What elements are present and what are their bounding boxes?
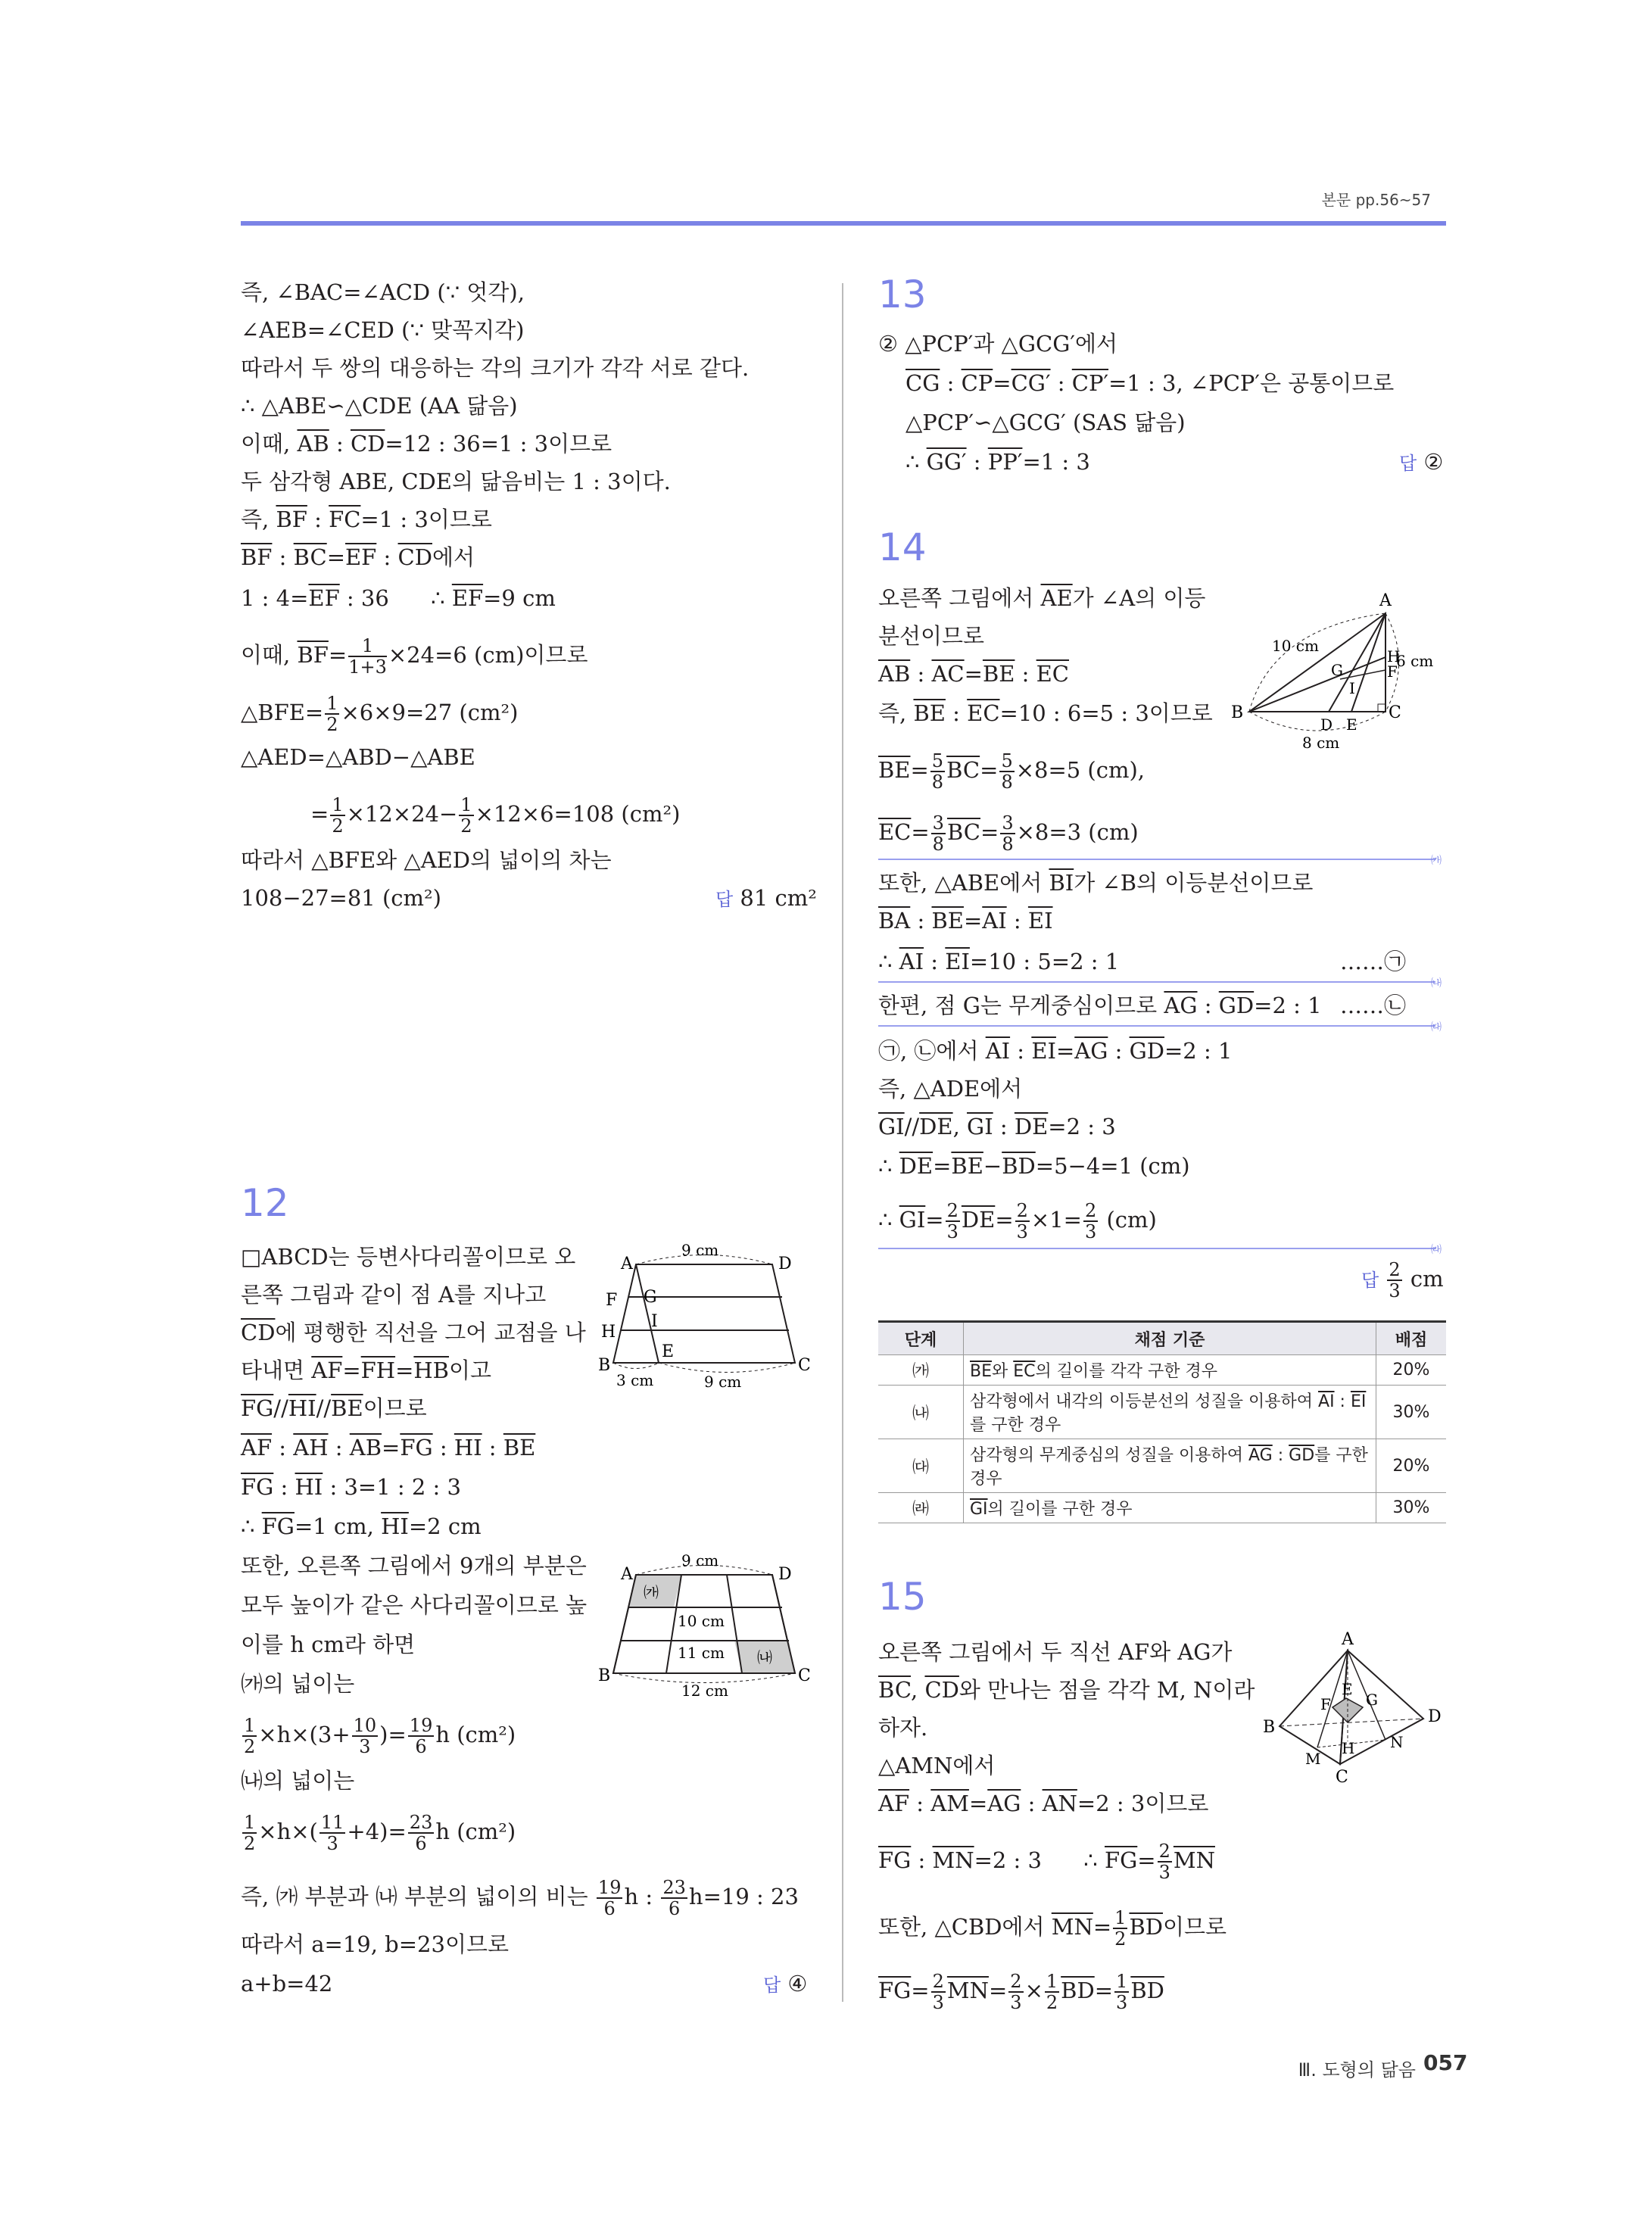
text-line: $\overline{GI}//\overline{DE}$, $\overline{GI}$ : $\overline{DE}=2$ : 3 (878, 1114, 1116, 1139)
text-line: ∠AEB=∠CED (∵ 맞꼭지각) (241, 317, 525, 343)
label-H: H (601, 1323, 616, 1342)
text-line: 오른쪽 그림에서 두 직선 AF와 AG가 (878, 1639, 1233, 1665)
col-header-step: 단계 (878, 1322, 964, 1355)
text-line: ㈏의 넓이는 (241, 1768, 355, 1794)
text-line: $\frac{1}{2}$ ×h×(3+ $\frac{10}{3}$ )= $\frac{19}{6}$ h (cm²) (244, 1715, 516, 1757)
label-ac-length: 6 cm (1396, 652, 1434, 670)
figure-12-nine-parts (591, 1552, 818, 1704)
table-header-row (878, 1322, 1446, 1355)
label-I: I (651, 1312, 658, 1331)
label-I: I (1349, 679, 1355, 697)
label-D: D (1428, 1707, 1442, 1726)
label-top-length: 9 cm (681, 1552, 719, 1569)
label-B: B (1231, 703, 1244, 722)
page-number: 057 (1423, 2050, 1468, 2075)
text-line: △BFE= $\frac{1}{2}$ ×6×9=27 (cm²) (241, 693, 519, 735)
text-line: $\overline{BA}$ : $\overline{BE}=\overline{AI}$ : $\overline{EI}$ (878, 908, 1053, 934)
label-H: H (1387, 647, 1401, 666)
text-line: 즉, ∠BAC=∠ACD (∵ 엇각), (241, 279, 525, 305)
step-tag: ㈎ (1431, 855, 1442, 867)
text-line: a+b=42 (241, 1971, 333, 1997)
scoring-table (878, 1320, 1446, 1523)
text-line: 른쪽 그림과 같이 점 A를 지나고 (241, 1282, 547, 1308)
label-C: C (798, 1356, 811, 1375)
label-A: A (1342, 1630, 1354, 1649)
step-separator (878, 1025, 1435, 1027)
cell-step: ㈏ (878, 1386, 964, 1439)
text-line: $\overline{AF}$ : $\overline{AM}=\overline{AG}$ : $\overline{AN}=2$ : 3이므로 (878, 1791, 1209, 1816)
cell-points: 20% (1376, 1439, 1447, 1493)
text-line: 따라서 두 쌍의 대응하는 각의 크기가 각각 서로 같다. (241, 355, 750, 381)
label-mid2-length: 11 cm (678, 1644, 725, 1662)
text-line: ㈎의 넓이는 (241, 1671, 355, 1697)
text-line: 한편, 점 G는 무게중심이므로 $\overline{AG}$ : $\overline{GD}=2$ : 1 (878, 993, 1322, 1018)
text-line: △AMN에서 (878, 1753, 996, 1778)
text-line: $\overline{AB}$ : $\overline{AC}=\overline{BE}$ : $\overline{EC}$ (878, 661, 1069, 687)
col-line-2 (727, 1575, 742, 1673)
step-tag: ㈏ (1431, 977, 1442, 990)
label-mid1-length: 10 cm (678, 1612, 725, 1630)
triangle-abc (1249, 613, 1385, 712)
problem-number-14: 14 (878, 525, 927, 569)
text-line: 또한, 오른쪽 그림에서 9개의 부분은 (241, 1553, 587, 1579)
text-line: = $\frac{1}{2}$ ×12×24− $\frac{1}{2}$ ×12×6=108 (cm²) (310, 794, 681, 837)
answer-13: 답 ② (1399, 449, 1444, 475)
text-line: △AED=△ABD−△ABE (241, 744, 475, 770)
table-row (878, 1493, 1446, 1523)
text-line: $\overline{CG}$ : $\overline{CP}=CG'$ : CP′=1 : 3, ∠PCP′은 공통이므로 (905, 370, 1395, 396)
text-line: ∴ $\overline{FG}=1$ cm, $\overline{HI}=2$ cm (241, 1513, 482, 1539)
label-region-na: ㈏ (757, 1648, 772, 1666)
footer-section-title: Ⅲ. 도형의 닮음 (1298, 2059, 1416, 2081)
text-line: 이를 h cm라 하면 (241, 1632, 416, 1657)
figure-12-trapezoid (591, 1242, 818, 1393)
text-line: 타내면 $\overline{AF}=\overline{FH}=\overline{HB}$이고 (241, 1358, 492, 1383)
cell-points: 30% (1376, 1493, 1447, 1523)
cell-criteria: 삼각형에서 내각의 이등분선의 성질을 이용하여 $\overline{AI}$ : $\overline{EI}$를 구한 경우 (964, 1386, 1376, 1439)
step-tag: ㈐ (1431, 1021, 1442, 1033)
cell-criteria: $\overline{GI}$의 길이를 구한 경우 (964, 1493, 1376, 1523)
label-B: B (598, 1666, 611, 1685)
text-line: 하자. (878, 1715, 928, 1741)
answer-14: 답 $\frac{2}{3}$ cm (1361, 1259, 1444, 1301)
label-D: D (1320, 715, 1333, 734)
label-A: A (1379, 591, 1392, 610)
cell-criteria: 삼각형의 무게중심의 성질을 이용하여 $\overline{AG}$ : $\overline{GD}$를 구한 경우 (964, 1439, 1376, 1493)
table-row (878, 1386, 1446, 1439)
label-C: C (1336, 1768, 1348, 1787)
text-line: $\overline{CD}$에 평행한 직선을 그어 교점을 나 (241, 1320, 586, 1345)
text-line: 두 삼각형 ABE, CDE의 닮음비는 1 : 3이다. (241, 469, 671, 494)
figure-14-triangle (1227, 583, 1454, 757)
text-line: $\overline{FG}=$ $\frac{2}{3}$ $\overline{MN}=$ $\frac{2}{3}$ × $\frac{1}{2}$ $\overline{BD}=$ $\frac{1}{3}$ $\overline{BD}$ (878, 1971, 1164, 2013)
text-line: 오른쪽 그림에서 $\overline{AE}$가 ∠A의 이등 (878, 585, 1206, 611)
label-bl-length: 3 cm (616, 1371, 654, 1389)
table-row (878, 1439, 1446, 1493)
cell-step: ㈎ (878, 1355, 964, 1386)
answer-11: 답 81 cm² (715, 885, 817, 911)
table-row (878, 1355, 1446, 1386)
cell-points: 20% (1376, 1355, 1447, 1386)
cell-points: 30% (1376, 1386, 1447, 1439)
text-line: $\overline{BC}$, $\overline{CD}$와 만나는 점을 각각 M, N이라 (878, 1677, 1255, 1703)
label-F: F (1320, 1695, 1331, 1713)
mark-1: ……㉠ (1340, 949, 1407, 974)
label-G: G (644, 1288, 657, 1307)
segment-bh (1249, 657, 1385, 712)
text-line: $\frac{1}{2}$ ×h×( $\frac{11}{3}$ +4)= $\frac{23}{6}$ h (cm²) (244, 1812, 516, 1854)
text-line: 따라서 △BFE와 △AED의 넓이의 차는 (241, 847, 612, 873)
text-line: 즉, △ADE에서 (878, 1076, 1023, 1102)
label-E: E (1346, 715, 1357, 734)
label-D: D (778, 1565, 792, 1584)
step-separator (878, 1248, 1435, 1249)
text-line: 모두 높이가 같은 사다리꼴이므로 높 (241, 1592, 588, 1618)
label-top-length: 9 cm (681, 1242, 719, 1259)
label-bottom-length: 12 cm (681, 1682, 728, 1700)
trapezoid-outline (613, 1264, 795, 1363)
label-D: D (778, 1255, 792, 1273)
answer-12: 답 ④ (763, 1971, 808, 1997)
cell-criteria: $\overline{BE}$와 $\overline{EC}$의 길이를 각각 구한 경우 (964, 1355, 1376, 1386)
text-line: 분선이므로 (878, 623, 985, 649)
step-tag: ㈑ (1431, 1244, 1442, 1256)
right-angle-mark (1378, 704, 1385, 712)
dim-bc (1249, 712, 1385, 731)
label-H: H (1342, 1739, 1355, 1757)
label-G: G (1366, 1691, 1378, 1709)
dim-br (659, 1363, 795, 1373)
label-E: E (1342, 1680, 1353, 1698)
label-br-length: 9 cm (704, 1373, 742, 1391)
text-line: 또한, △ABE에서 $\overline{BI}$가 ∠B의 이등분선이므로 (878, 870, 1314, 896)
text-line: $\overline{BE}=$ $\frac{5}{8}$ $\overline{BC}=$ $\frac{5}{8}$ ×8=5 (cm), (878, 750, 1145, 793)
step-separator (878, 981, 1435, 983)
text-line: 즉, $\overline{BE}$ : $\overline{EC}=10$ : 6=5 : 3이므로 (878, 700, 1213, 726)
label-C: C (1389, 703, 1401, 722)
text-line: ㉠, ㉡에서 $\overline{AI}$ : $\overline{EI}=\overline{AG}$ : $\overline{GD}=2$ : 1 (878, 1038, 1233, 1064)
cell-step: ㈐ (878, 1439, 964, 1493)
text-line: 즉, ㈎ 부분과 ㈏ 부분의 넓이의 비는 $\frac{19}{6}$ h : $\frac{23}{6}$ h=19 : 23 (241, 1877, 799, 1919)
text-line: ② △PCP′과 △GCG′에서 (878, 331, 1117, 357)
text-line: 또한, △CBD에서 $\overline{MN}=$ $\frac{1}{2}$ $\overline{BD}$이므로 (878, 1907, 1227, 1950)
page-reference: 본문 pp.56~57 (1321, 191, 1431, 209)
problem-number-15: 15 (878, 1575, 927, 1619)
label-B: B (598, 1356, 611, 1375)
text-line: □ABCD는 등변사다리꼴이므로 오 (241, 1244, 576, 1270)
text-line: $\overline{AF}$ : $\overline{AH}$ : $\overline{AB}=\overline{FG}$ : $\overline{HI}$ : $\overline{BE}$ (241, 1435, 536, 1460)
edge-bd (1280, 1719, 1423, 1726)
text-line: 108−27=81 (cm²) (241, 885, 441, 911)
cell-step: ㈑ (878, 1493, 964, 1523)
dim-bl (613, 1363, 659, 1369)
figure-15-solid (1257, 1628, 1454, 1810)
label-ab-length: 10 cm (1272, 637, 1319, 655)
label-F: F (1387, 662, 1398, 681)
label-A: A (621, 1255, 633, 1273)
label-N: N (1390, 1733, 1404, 1751)
text-line: $\overline{FG}$ : $\overline{HI}$ : 3=1 : 2 : 3 (241, 1474, 461, 1500)
text-line: 즉, $\overline{BF}$ : $\overline{FC}=1$ : 3이므로 (241, 507, 492, 532)
col-header-points: 배점 (1376, 1322, 1447, 1355)
text-line: 이때, $\overline{BF}=$ $\frac{1}{1+3}$ ×24=6 (cm)이므로 (241, 635, 588, 678)
text-line: ∴ $\overline{AI}$ : $\overline{EI}=10$ : 5=2 : 1 (878, 949, 1120, 974)
label-C: C (798, 1666, 811, 1685)
text-line: $\overline{FG}//\overline{HI}//\overline{BE}$이므로 (241, 1395, 427, 1421)
column-divider (842, 283, 843, 2002)
header-bar (241, 221, 1446, 226)
label-region-ga: ㈎ (644, 1583, 659, 1601)
label-bc-length: 8 cm (1302, 734, 1340, 752)
label-M: M (1305, 1750, 1321, 1768)
step-separator (878, 859, 1435, 860)
text-line: 1 : $4=\overline{EF}$ : 36 ∴ $\overline{EF}=9$ cm (241, 585, 556, 611)
label-A: A (621, 1565, 633, 1584)
label-G: G (1331, 661, 1343, 679)
text-line: ∴ △ABE∽△CDE (AA 닮음) (241, 393, 518, 419)
mark-2: ……㉡ (1340, 993, 1407, 1018)
text-line: △PCP′∽△GCG′ (SAS 닮음) (905, 410, 1186, 435)
problem-number-12: 12 (241, 1181, 289, 1225)
col-header-criteria: 채점 기준 (964, 1322, 1376, 1355)
text-line: ∴ $\overline{GI}=$ $\frac{2}{3}$ $\overline{DE}=$ $\frac{2}{3}$ ×1= $\frac{2}{3}$ (cm) (878, 1200, 1157, 1242)
text-line: ∴ GG′ : PP′=1 : 3 (905, 449, 1090, 475)
label-E: E (662, 1342, 675, 1361)
problem-number-13: 13 (878, 273, 927, 316)
label-F: F (606, 1291, 618, 1310)
label-B: B (1263, 1718, 1276, 1737)
text-line: ∴ $\overline{DE}=\overline{BE}-\overline{BD}=5-4=1$ (cm) (878, 1153, 1190, 1179)
text-line: $\overline{EC}=$ $\frac{3}{8}$ $\overline{BC}=$ $\frac{3}{8}$ ×8=3 (cm) (878, 812, 1139, 855)
text-line: $\overline{FG}$ : $\overline{MN}=2$ : 3 ∴ $\overline{FG}=$ $\frac{2}{3}$ $\overline{MN}$ (878, 1841, 1215, 1883)
text-line: $\overline{BF}$ : $\overline{BC}=\overline{EF}$ : $\overline{CD}$에서 (241, 544, 475, 570)
text-line: 따라서 a=19, b=23이므로 (241, 1931, 509, 1957)
text-line: 이때, $\overline{AB}$ : $\overline{CD}=12$ : 36=1 : 3이므로 (241, 431, 612, 457)
